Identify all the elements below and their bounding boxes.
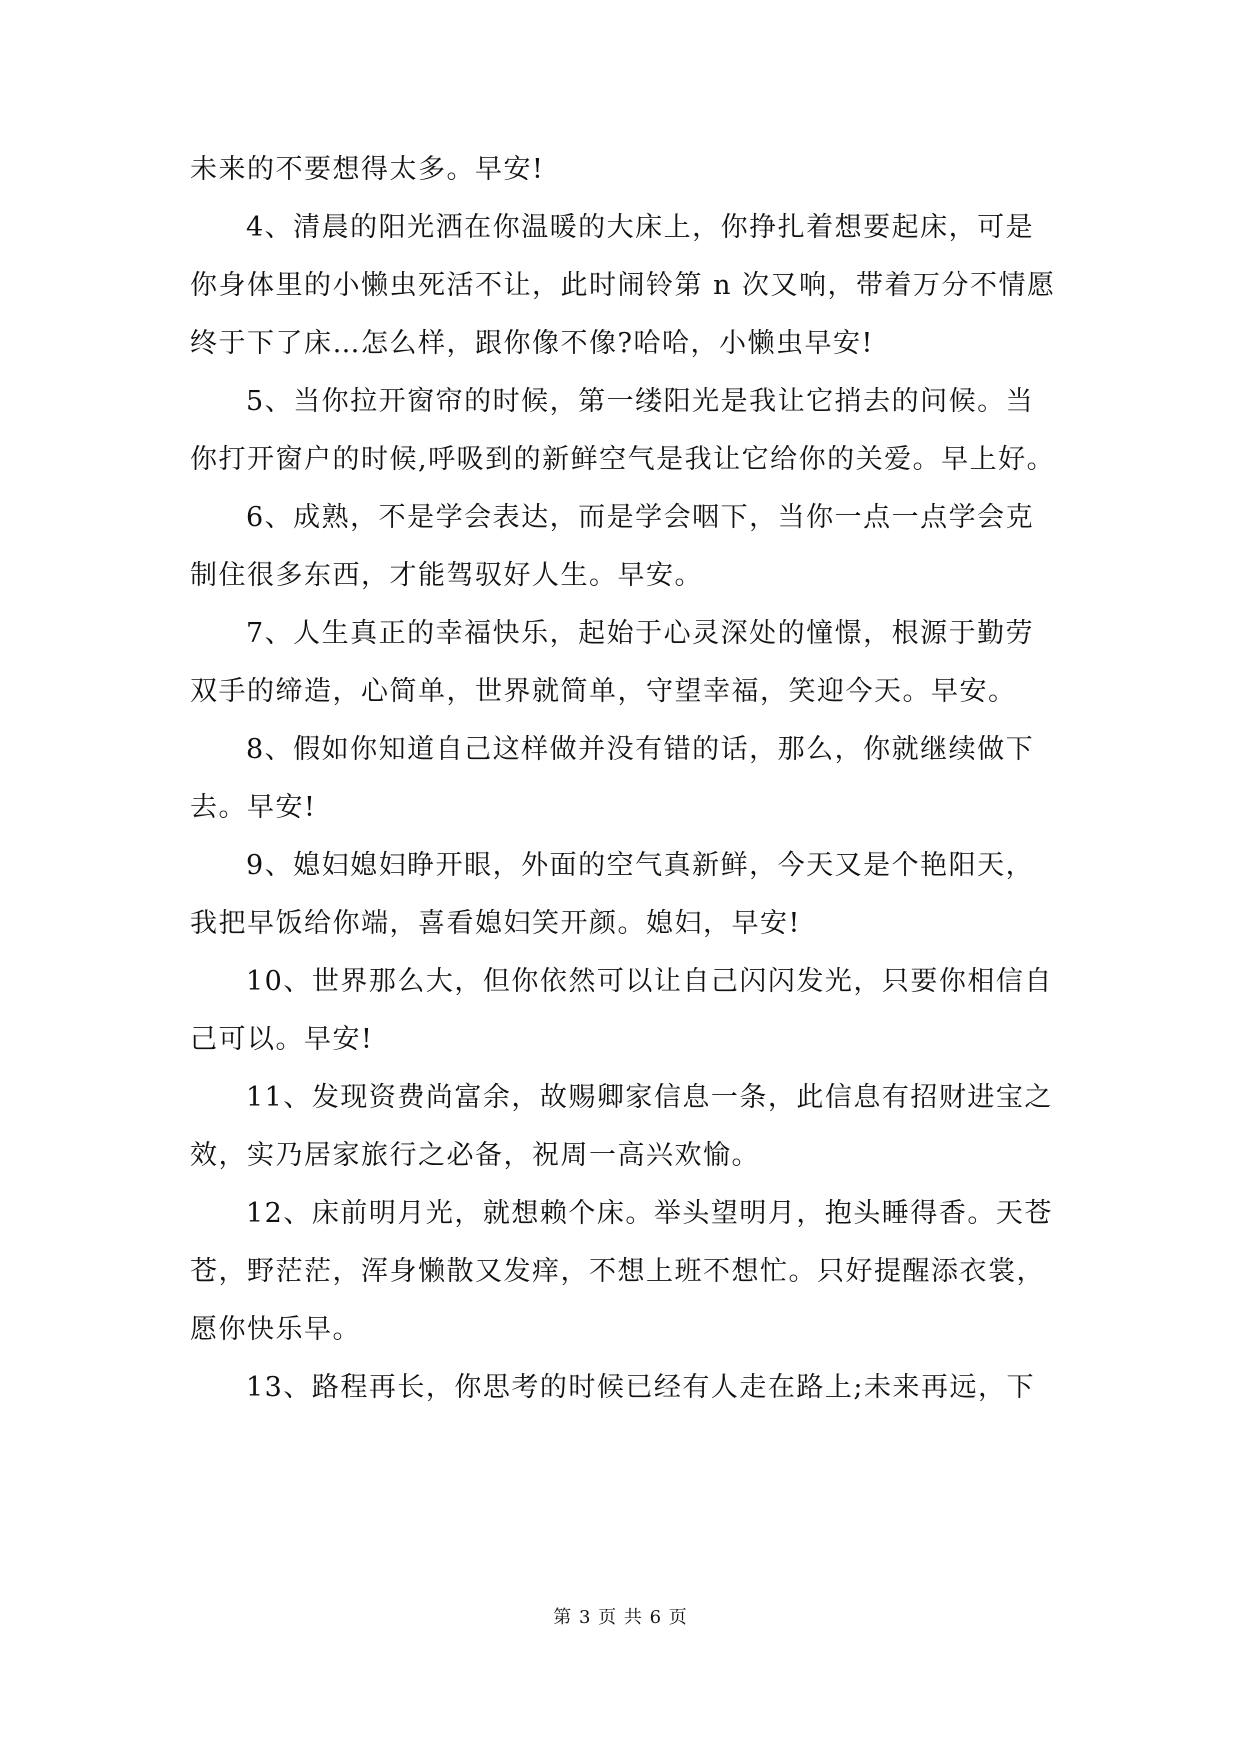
text-line: 13、路程再长，你思考的时候已经有人走在路上;未来再远，下 xyxy=(246,1372,1035,1403)
text-line: 6、成熟，不是学会表达，而是学会咽下，当你一点一点学会克 xyxy=(246,502,1035,533)
text-line: 未来的不要想得太多。早安! xyxy=(190,154,545,185)
text-line: 愿你快乐早。 xyxy=(190,1314,361,1345)
text-line: 制住很多东西，才能驾驭好人生。早安。 xyxy=(190,560,703,591)
page-footer: 第 3 页 共 6 页 xyxy=(553,1607,688,1628)
text-line: 你打开窗户的时候,呼吸到的新鲜空气是我让它给你的关爱。早上好。 xyxy=(190,444,1056,475)
text-line: 10、世界那么大，但你依然可以让自己闪闪发光，只要你相信自 xyxy=(246,966,1053,997)
text-line: 去。早安! xyxy=(190,792,317,823)
text-line: 9、媳妇媳妇睁开眼，外面的空气真新鲜，今天又是个艳阳天， xyxy=(246,850,1035,881)
text-line: 终于下了床…怎么样，跟你像不像?哈哈，小懒虫早安! xyxy=(190,328,874,359)
text-line: 你身体里的小懒虫死活不让，此时闹铃第 n 次又响，带着万分不情愿 xyxy=(190,270,1056,301)
text-line: 12、床前明月光，就想赖个床。举头望明月，抱头睡得香。天苍 xyxy=(246,1198,1053,1229)
text-line: 效，实乃居家旅行之必备，祝周一高兴欢愉。 xyxy=(190,1140,760,1171)
text-line: 我把早饭给你端，喜看媳妇笑开颜。媳妇，早安! xyxy=(190,908,801,939)
text-line: 8、假如你知道自己这样做并没有错的话，那么，你就继续做下 xyxy=(246,734,1035,765)
text-line: 4、清晨的阳光洒在你温暖的大床上，你挣扎着想要起床，可是 xyxy=(246,212,1035,243)
text-line: 苍，野茫茫，浑身懒散又发痒，不想上班不想忙。只好提醒添衣裳， xyxy=(190,1256,1045,1287)
text-line: 7、人生真正的幸福快乐，起始于心灵深处的憧憬，根源于勤劳 xyxy=(246,618,1035,649)
text-line: 双手的缔造，心简单，世界就简单，守望幸福，笑迎今天。早安。 xyxy=(190,676,1017,707)
text-line: 己可以。早安! xyxy=(190,1024,374,1055)
text-line: 11、发现资费尚富余，故赐卿家信息一条，此信息有招财进宝之 xyxy=(246,1082,1053,1113)
text-line: 5、当你拉开窗帘的时候，第一缕阳光是我让它捎去的问候。当 xyxy=(246,386,1035,417)
